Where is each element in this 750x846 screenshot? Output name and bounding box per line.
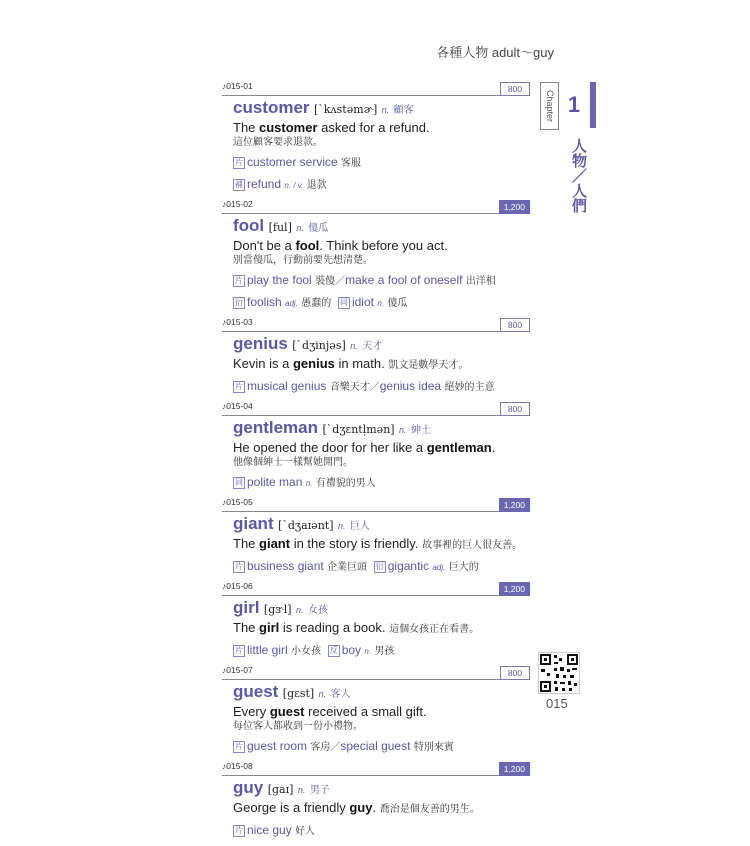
pronunciation: [ˋdʒɛntḷmən] bbox=[322, 423, 395, 436]
headword: genius bbox=[233, 334, 288, 353]
related-meaning: 男孩 bbox=[374, 646, 395, 657]
example-text: Kevin is a bbox=[233, 356, 293, 371]
relation-tag: 衍 bbox=[235, 298, 243, 307]
part-of-speech: n. bbox=[337, 521, 346, 531]
pronunciation: [ful] bbox=[268, 221, 292, 234]
level-badge: 800 bbox=[500, 82, 530, 96]
headword-line bbox=[233, 419, 530, 440]
example-keyword: genius bbox=[292, 356, 335, 371]
relation-tag: 片 bbox=[235, 382, 243, 391]
example-text: asked for a refund. bbox=[317, 120, 430, 135]
part-of-speech: n. bbox=[399, 425, 407, 435]
headword-line bbox=[233, 335, 530, 356]
related-term: customer service bbox=[247, 155, 338, 169]
example-text: Don't be a bbox=[233, 238, 296, 253]
audio-track-number[interactable]: ♪015-01 bbox=[222, 81, 253, 91]
meaning: 顧客 bbox=[393, 105, 414, 116]
part-of-speech: n. bbox=[296, 605, 304, 615]
example-sentence bbox=[233, 120, 530, 136]
related-meaning: 愚蠢的 bbox=[301, 298, 332, 309]
related-pos: n. bbox=[364, 647, 372, 656]
related-row bbox=[233, 642, 530, 660]
relation-tag: 片 bbox=[235, 742, 243, 751]
example-translation: 故事裡的巨人很友善。 bbox=[422, 540, 523, 551]
part-of-speech: n. bbox=[296, 223, 304, 233]
example-translation: 他像個紳士一樣幫她開門。 bbox=[233, 457, 353, 468]
pronunciation: [gɝl] bbox=[263, 603, 292, 616]
related-term: gigantic bbox=[387, 559, 430, 573]
related-pos: adj. bbox=[432, 563, 446, 572]
related-term: polite man bbox=[247, 475, 303, 489]
example-text: The bbox=[233, 120, 260, 135]
part-of-speech: n. bbox=[381, 105, 390, 115]
relation-tag: 同 bbox=[339, 298, 348, 307]
level-badge: 1,200 bbox=[499, 762, 530, 776]
meaning: 男子 bbox=[309, 785, 330, 796]
related-row bbox=[233, 272, 530, 290]
headword-line bbox=[233, 217, 530, 238]
related-term: special guest bbox=[340, 739, 411, 753]
related-meaning: 客服 bbox=[341, 158, 362, 169]
level-badge: 800 bbox=[500, 318, 530, 332]
related-pos: n. bbox=[305, 479, 313, 488]
audio-track-number[interactable]: ♪015-03 bbox=[222, 317, 253, 327]
related-term: little girl bbox=[247, 643, 288, 657]
related-pos: adj. bbox=[285, 299, 298, 308]
word-entry bbox=[222, 582, 530, 666]
entry-header-bar bbox=[222, 318, 530, 332]
example-sentence bbox=[233, 440, 530, 456]
headword-line bbox=[233, 99, 530, 120]
related-row bbox=[233, 176, 530, 194]
relation-tag: 片 bbox=[235, 562, 243, 571]
example-text: The bbox=[233, 620, 260, 635]
part-of-speech: n. bbox=[318, 689, 327, 699]
audio-track-number[interactable]: ♪015-05 bbox=[222, 497, 253, 507]
example-translation: 喬治是個友善的男生。 bbox=[379, 804, 480, 815]
example-keyword: fool bbox=[295, 238, 320, 253]
relation-tag: 同 bbox=[235, 478, 243, 487]
example-sentence bbox=[233, 704, 530, 720]
related-term: genius idea bbox=[379, 379, 442, 393]
pronunciation: [ˋkʌstəmɚ] bbox=[313, 103, 378, 116]
headword-line bbox=[233, 515, 530, 536]
headword: fool bbox=[233, 216, 265, 235]
chapter-title: 人物／人們 bbox=[570, 138, 587, 213]
part-of-speech: n. bbox=[350, 341, 358, 351]
related-term: musical genius bbox=[247, 379, 327, 393]
relation-tag: 片 bbox=[235, 826, 243, 835]
audio-track-number[interactable]: ♪015-08 bbox=[222, 761, 253, 771]
audio-track-number[interactable]: ♪015-02 bbox=[222, 199, 253, 209]
headword-line bbox=[233, 779, 530, 800]
example-text: George is a friendly bbox=[233, 800, 350, 815]
pronunciation: [ˋdʒinjəs] bbox=[292, 339, 346, 352]
headword: guy bbox=[233, 778, 264, 797]
relation-tag: 補 bbox=[235, 180, 243, 189]
related-meaning: 裝傻／ bbox=[315, 276, 346, 287]
related-term: boy bbox=[341, 643, 362, 657]
example-text: received a small gift. bbox=[304, 704, 427, 719]
audio-track-number[interactable]: ♪015-07 bbox=[222, 665, 253, 675]
meaning: 客人 bbox=[330, 689, 351, 700]
example-keyword: customer bbox=[259, 120, 318, 135]
example-keyword: guest bbox=[269, 704, 305, 719]
example-sentence bbox=[233, 238, 530, 254]
headword: girl bbox=[233, 598, 260, 617]
example-text: Every bbox=[233, 704, 270, 719]
part-of-speech: n. bbox=[297, 785, 306, 795]
example-translation: 凱文是數學天才。 bbox=[388, 360, 469, 371]
example-text: . Think before you act. bbox=[319, 238, 448, 253]
example-sentence bbox=[233, 800, 530, 818]
pronunciation: [ˋdʒaɪənt] bbox=[278, 519, 334, 532]
headword: gentleman bbox=[233, 418, 319, 437]
example-keyword: giant bbox=[259, 536, 291, 551]
relation-tag: 片 bbox=[235, 646, 243, 655]
related-meaning: 絕妙的主意 bbox=[444, 382, 495, 393]
related-row bbox=[233, 822, 530, 840]
related-pos: n. bbox=[377, 299, 384, 308]
meaning: 傻瓜 bbox=[308, 223, 329, 234]
headword: giant bbox=[233, 514, 274, 533]
related-row bbox=[233, 738, 530, 756]
word-entry bbox=[222, 762, 530, 846]
example-translation: 這位顧客要求退款。 bbox=[233, 137, 323, 148]
headword-line bbox=[233, 599, 530, 620]
pronunciation: [gaɪ] bbox=[267, 783, 294, 796]
meaning: 巨人 bbox=[349, 521, 370, 532]
meaning: 女孩 bbox=[307, 605, 328, 616]
level-badge: 1,200 bbox=[499, 498, 530, 512]
related-term: play the fool bbox=[247, 273, 312, 287]
page-header: 各種人物 adult～guy bbox=[436, 45, 554, 60]
example-text: in the story is friendly. bbox=[290, 536, 419, 551]
chapter-tab bbox=[540, 82, 596, 342]
example-translation: 別當傻瓜，行動前要先想清楚。 bbox=[233, 255, 373, 266]
level-badge: 1,200 bbox=[499, 582, 530, 596]
related-term: nice guy bbox=[247, 823, 292, 837]
related-meaning: 退款 bbox=[306, 180, 327, 191]
example-keyword: guy bbox=[349, 800, 373, 815]
example-sentence bbox=[233, 620, 530, 638]
word-entry bbox=[222, 402, 530, 498]
example-text: The bbox=[233, 536, 260, 551]
level-badge: 800 bbox=[500, 402, 530, 416]
page-number: 015 bbox=[546, 696, 568, 711]
example-text: . bbox=[372, 800, 377, 815]
level-badge: 1,200 bbox=[499, 200, 530, 214]
related-pos: n. / v. bbox=[284, 181, 304, 190]
example-keyword: gentleman bbox=[426, 440, 492, 455]
related-term: foolish bbox=[247, 295, 282, 309]
related-term: business giant bbox=[247, 559, 324, 573]
level-badge: 800 bbox=[500, 666, 530, 680]
word-entry bbox=[222, 318, 530, 402]
related-meaning: 企業巨頭 bbox=[327, 562, 368, 573]
related-meaning: 客房／ bbox=[310, 742, 341, 753]
entry-header-bar bbox=[222, 498, 530, 512]
related-row bbox=[233, 154, 530, 172]
entry-header-bar bbox=[222, 200, 530, 214]
qr-code-icon bbox=[539, 653, 579, 693]
word-entry bbox=[222, 666, 530, 762]
example-text: . bbox=[491, 440, 496, 455]
example-text: is reading a book. bbox=[279, 620, 386, 635]
related-term: make a fool of oneself bbox=[345, 273, 463, 287]
chapter-label: Chapter bbox=[540, 82, 559, 130]
related-meaning: 特別來賓 bbox=[413, 742, 454, 753]
related-meaning: 好人 bbox=[295, 826, 316, 837]
relation-tag: 片 bbox=[235, 158, 243, 167]
example-text: He opened the door for her like a bbox=[233, 440, 427, 455]
headword-line bbox=[233, 683, 530, 704]
entry-header-bar bbox=[222, 762, 530, 776]
audio-track-number[interactable]: ♪015-04 bbox=[222, 401, 253, 411]
related-row bbox=[233, 294, 530, 312]
example-text: in math. bbox=[334, 356, 385, 371]
headword: customer bbox=[233, 98, 310, 117]
headword: guest bbox=[233, 682, 279, 701]
word-entry bbox=[222, 200, 530, 318]
example-translation: 每位客人都收到一份小禮物。 bbox=[233, 721, 363, 732]
related-row bbox=[233, 558, 530, 576]
related-term: idiot bbox=[351, 295, 374, 309]
example-sentence bbox=[233, 356, 530, 374]
related-meaning: 巨大的 bbox=[448, 562, 479, 573]
example-keyword: girl bbox=[259, 620, 280, 635]
chapter-number: 1 bbox=[558, 82, 596, 128]
entry-header-bar bbox=[222, 402, 530, 416]
entry-header-bar bbox=[222, 666, 530, 680]
word-entry bbox=[222, 498, 530, 582]
related-meaning: 小女孩 bbox=[291, 646, 322, 657]
related-meaning: 傻瓜 bbox=[387, 298, 408, 309]
meaning: 天才 bbox=[362, 341, 383, 352]
entry-header-bar bbox=[222, 82, 530, 96]
related-meaning: 出洋相 bbox=[465, 276, 496, 287]
relation-tag: 反 bbox=[329, 646, 338, 655]
related-meaning: 音樂天才／ bbox=[329, 382, 380, 393]
related-meaning: 有禮貌的男人 bbox=[315, 478, 376, 489]
relation-tag: 片 bbox=[235, 276, 243, 285]
related-term: guest room bbox=[247, 739, 308, 753]
entry-header-bar bbox=[222, 582, 530, 596]
meaning: 紳士 bbox=[411, 425, 431, 436]
example-sentence bbox=[233, 536, 530, 554]
related-row bbox=[233, 378, 530, 396]
word-entry bbox=[222, 82, 530, 200]
pronunciation: [gɛst] bbox=[282, 687, 315, 700]
word-list bbox=[222, 82, 530, 846]
audio-track-number[interactable]: ♪015-06 bbox=[222, 581, 253, 591]
related-row bbox=[233, 474, 530, 492]
example-translation: 這個女孩正在看書。 bbox=[389, 624, 480, 635]
related-term: refund bbox=[247, 177, 282, 191]
qr-code[interactable] bbox=[538, 652, 580, 694]
relation-tag: 衍 bbox=[375, 562, 384, 571]
